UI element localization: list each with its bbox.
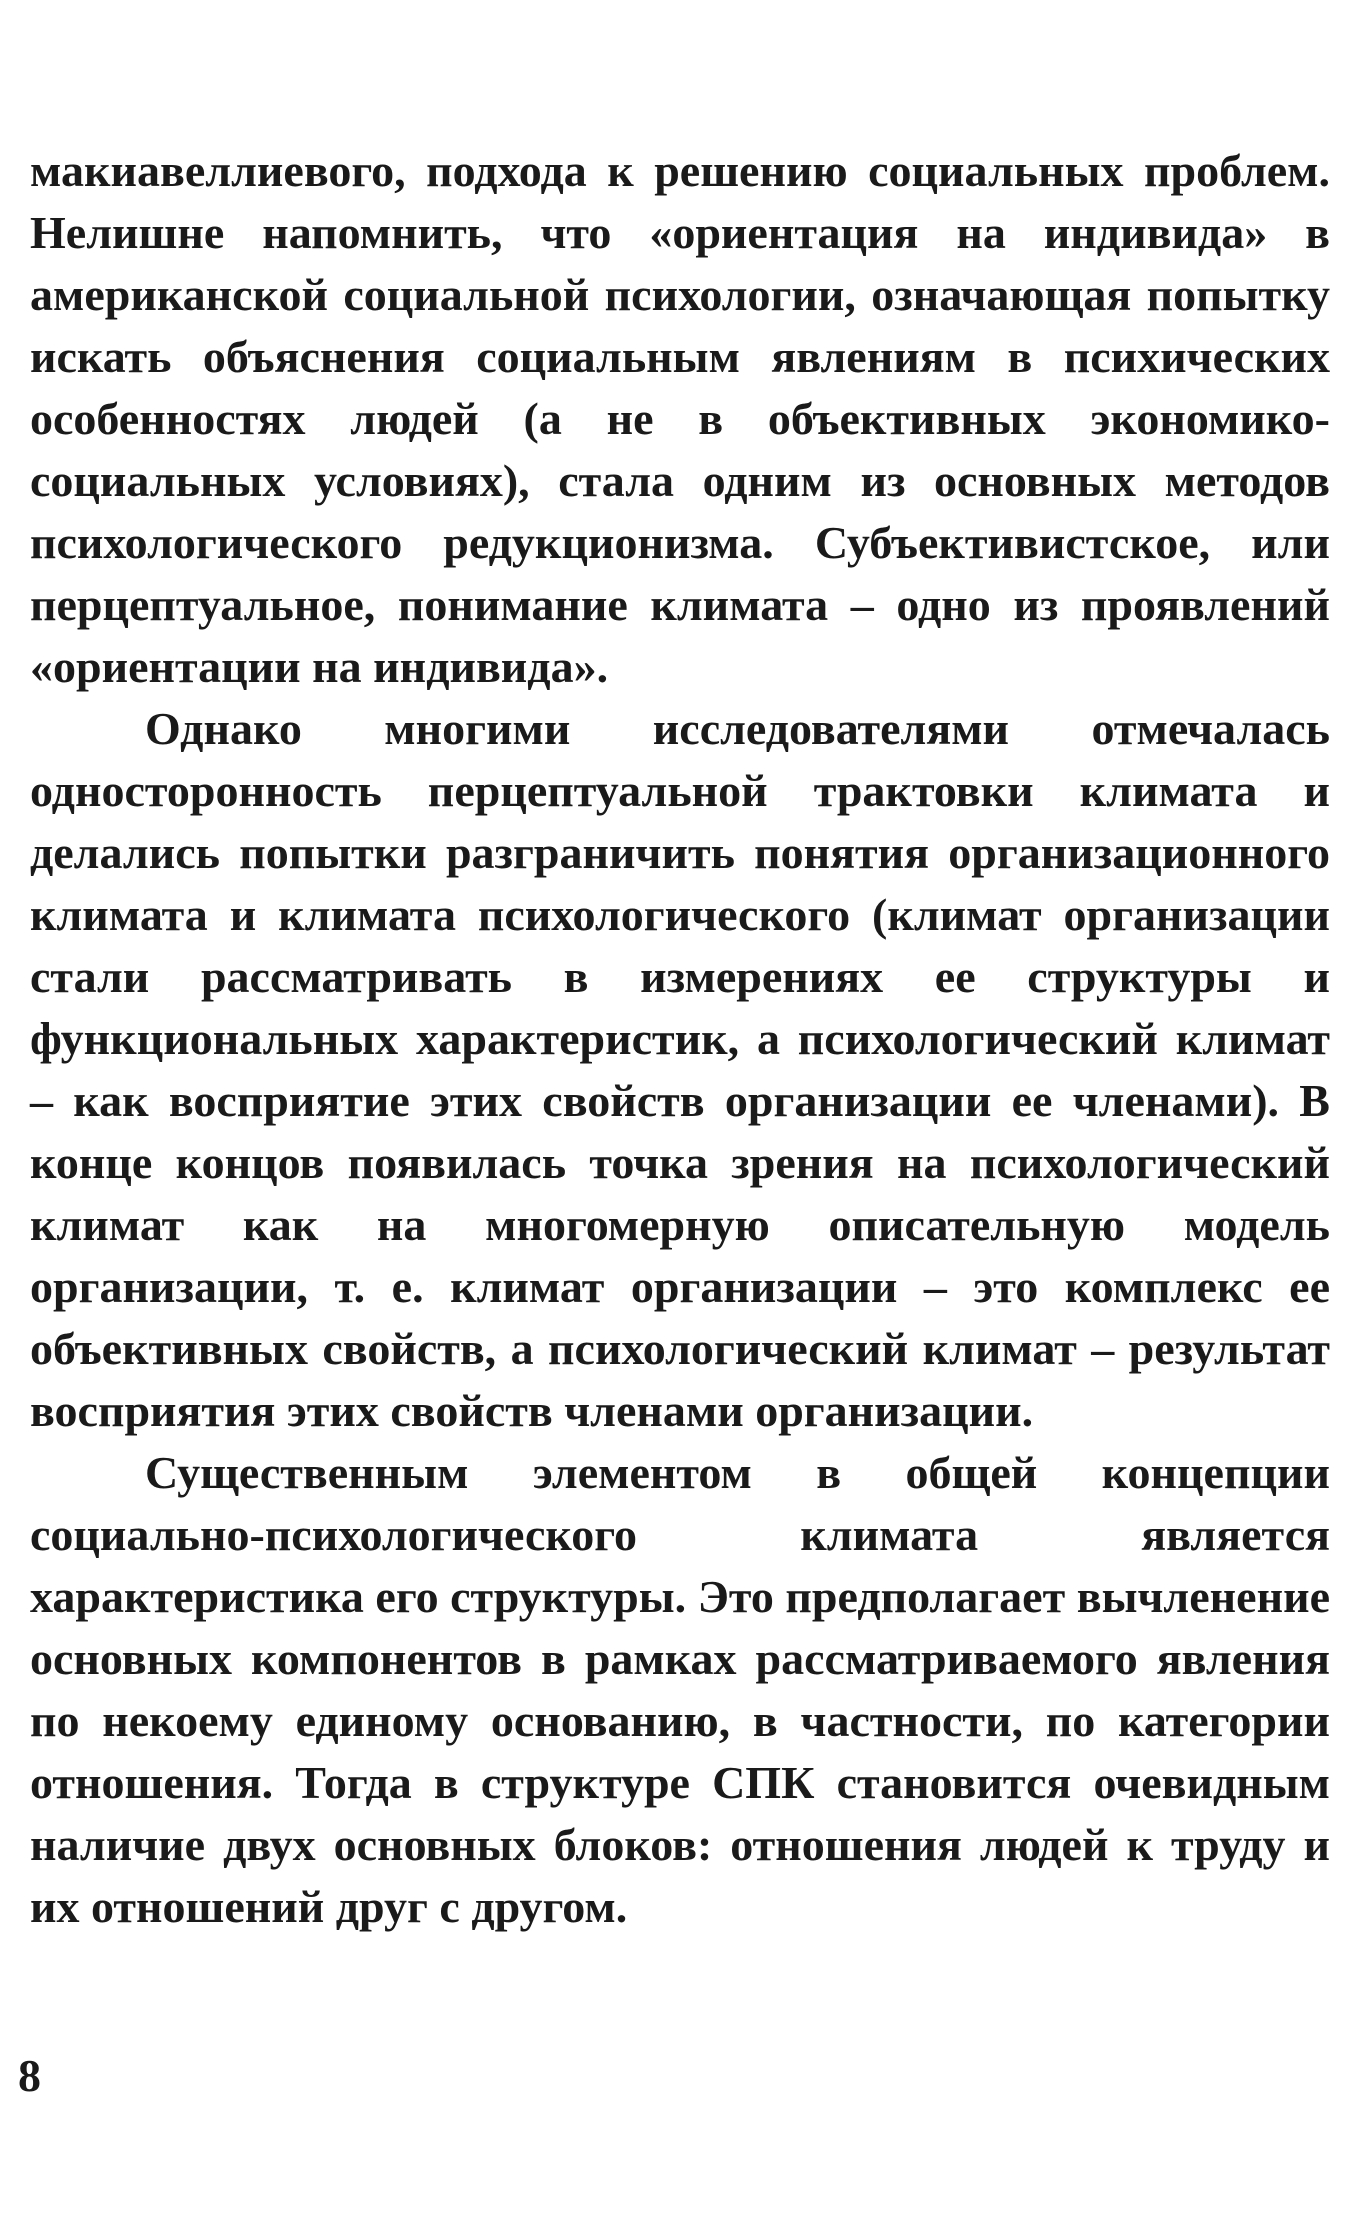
paragraph-3: Существенным элементом в общей концепции социально-психологического климата является характеристика его структуры. Это предполагает вычленение основных компонентов в рамках рассматриваемого явления по некоему единому основанию, в частности, по категории отношения. Тогда в структуре СПК становится очевидным наличие двух основных блоков: отношения людей к труду и их отношений друг с другом. (30, 1447, 1330, 1932)
paragraph-1: макиавеллиевого, подхода к решению социальных проблем. Нелишне напомнить, что «ориентация на индивида» в американской социальной психологии, означающая попытку искать объяснения социальным явлениям в психических особенностях людей (а не в объективных экономико-социальных условиях), стала одним из основных методов психологического редукционизма. Субъективистское, или перцептуальное, понимание климата – одно из проявлений «ориентации на индивида». (30, 145, 1330, 692)
page-body (30, 140, 1330, 2090)
paragraph-2: Однако многими исследователями отмечалась односторонность перцептуальной трактовки климата и делались попытки разграничить понятия организационного климата и климата психологического (климат организации стали рассматривать в измерениях ее структуры и функциональных характеристик, а психологический климат – как восприятие этих свойств организации ее членами). В конце концов появилась точка зрения на психологический климат как на многомерную описательную модель организации, т. е. климат организации – это комплекс ее объективных свойств, а психологический климат – результат восприятия этих свойств членами организации. (30, 703, 1330, 1436)
page-number: 8 (18, 2050, 41, 2101)
